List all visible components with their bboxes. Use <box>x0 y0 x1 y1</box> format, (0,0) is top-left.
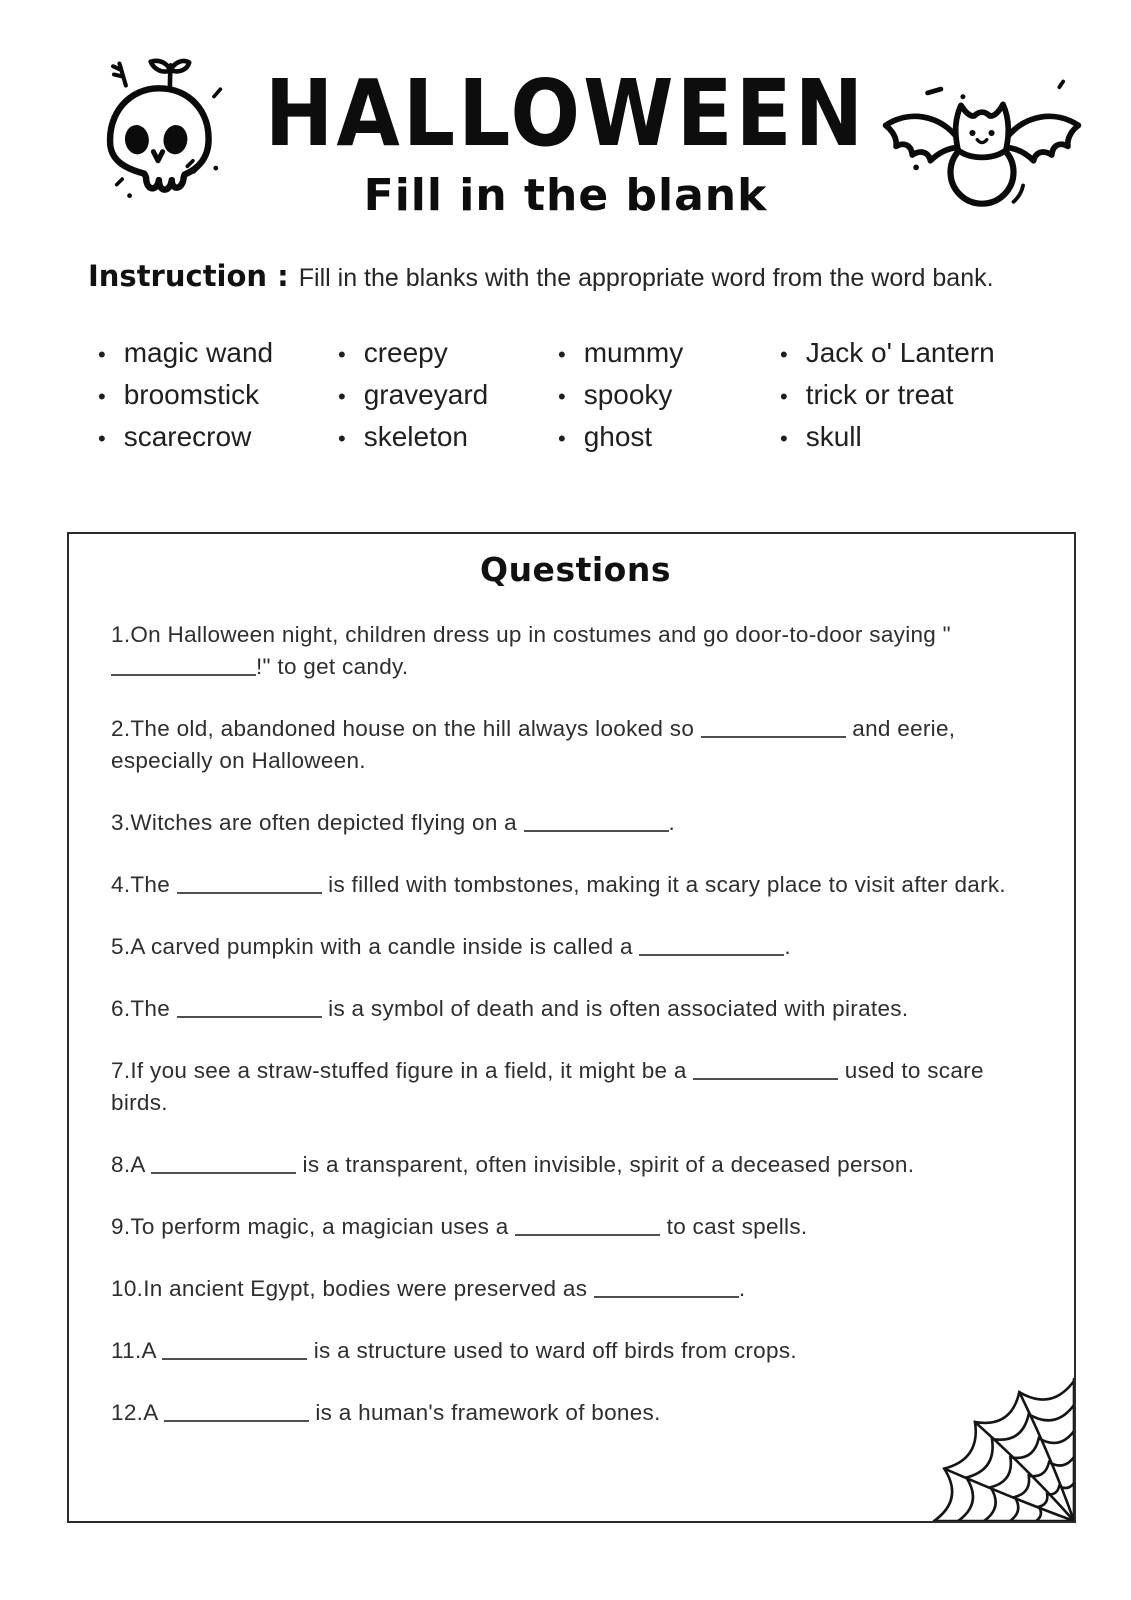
page-subtitle: Fill in the blank <box>363 170 768 222</box>
question-text: is filled with tombstones, making it a scary place to visit after dark. <box>321 872 1006 897</box>
bullet-icon: • <box>98 426 106 452</box>
question-12 <box>111 1397 1040 1429</box>
questions-title: Questions <box>480 550 671 589</box>
question-text: used to scare birds. <box>111 1058 984 1115</box>
word-bank-item <box>780 375 995 417</box>
word-bank-item <box>558 417 780 459</box>
bullet-icon: • <box>780 342 788 368</box>
question-3 <box>111 807 1040 839</box>
answer-blank <box>151 1156 296 1174</box>
bullet-icon: • <box>780 384 788 410</box>
question-text: . <box>668 810 676 835</box>
word-bank-item <box>780 417 995 459</box>
question-text: . <box>784 934 791 959</box>
answer-blank <box>164 1404 309 1422</box>
question-text: A <box>143 1400 164 1425</box>
bullet-icon: • <box>98 384 106 410</box>
word-bank-word: spooky <box>583 379 673 411</box>
word-bank-item <box>558 333 780 375</box>
question-text: If you see a straw-stuffed figure in a field, it might be a <box>130 1058 694 1083</box>
answer-blank <box>177 876 322 894</box>
question-number: 7. <box>111 1058 131 1083</box>
word-bank-column-2 <box>338 333 558 459</box>
answer-blank <box>639 938 784 956</box>
question-number: 4. <box>111 872 131 897</box>
word-bank-word: skull <box>805 421 862 453</box>
question-text: is a symbol of death and is often associated with pirates. <box>321 996 909 1021</box>
question-5 <box>111 931 1040 963</box>
word-bank-item <box>98 375 338 417</box>
question-number: 10. <box>111 1276 144 1301</box>
question-6 <box>111 993 1040 1025</box>
question-number: 9. <box>111 1214 131 1239</box>
word-bank-word: ghost <box>583 421 653 453</box>
word-bank-word: graveyard <box>363 379 489 411</box>
bullet-icon: • <box>558 384 566 410</box>
bullet-icon: • <box>558 426 566 452</box>
word-bank-word: creepy <box>363 337 448 369</box>
answer-blank <box>693 1062 838 1080</box>
spider-web-icon <box>924 1371 1074 1521</box>
page-title: HALLOWEEN <box>264 61 867 168</box>
question-text: The <box>130 996 177 1021</box>
word-bank-word: trick or treat <box>805 379 954 411</box>
question-text: and eerie, especially on Halloween. <box>111 716 956 773</box>
word-bank-word: Jack o' Lantern <box>805 337 995 369</box>
question-number: 11. <box>111 1338 142 1363</box>
question-11 <box>111 1335 1040 1367</box>
word-bank-item <box>558 375 780 417</box>
word-bank-item <box>98 333 338 375</box>
word-bank-word: skeleton <box>363 421 468 453</box>
question-number: 2. <box>111 716 131 741</box>
word-bank-column-4 <box>780 333 995 459</box>
instruction-label: Instruction : <box>88 259 289 294</box>
question-number: 5. <box>111 934 131 959</box>
question-10 <box>111 1273 1040 1305</box>
word-bank-word: scarecrow <box>123 421 252 453</box>
bullet-icon: • <box>558 342 566 368</box>
question-text: is a transparent, often invisible, spirit of a deceased person. <box>296 1152 915 1177</box>
bullet-icon: • <box>98 342 106 368</box>
question-text: !" to get candy. <box>256 654 409 679</box>
bullet-icon: • <box>338 384 346 410</box>
answer-blank <box>515 1218 660 1236</box>
word-bank-item <box>338 375 558 417</box>
question-7 <box>111 1055 1040 1119</box>
questions-box <box>67 532 1076 1523</box>
question-text: A <box>130 1152 151 1177</box>
word-bank-word: broomstick <box>123 379 260 411</box>
question-text: to cast spells. <box>660 1214 808 1239</box>
word-bank-item <box>780 333 995 375</box>
word-bank-item <box>338 333 558 375</box>
answer-blank <box>594 1280 739 1298</box>
question-number: 1. <box>111 622 131 647</box>
bullet-icon: • <box>780 426 788 452</box>
question-4 <box>111 869 1040 901</box>
question-9 <box>111 1211 1040 1243</box>
word-bank <box>98 333 1131 459</box>
question-text: To perform magic, a magician uses a <box>130 1214 516 1239</box>
question-text: The old, abandoned house on the hill always looked so <box>130 716 701 741</box>
answer-blank <box>524 814 669 832</box>
word-bank-column-3 <box>558 333 780 459</box>
answer-blank <box>111 658 256 676</box>
answer-blank <box>177 1000 322 1018</box>
question-number: 6. <box>111 996 131 1021</box>
question-number: 3. <box>111 810 131 835</box>
question-text: On Halloween night, children dress up in costumes and go door-to-door saying " <box>130 622 951 647</box>
question-text: is a structure used to ward off birds from crops. <box>307 1338 797 1363</box>
word-bank-word: mummy <box>583 337 684 369</box>
question-text: is a human's framework of bones. <box>308 1400 661 1425</box>
instruction-text: Fill in the blanks with the appropriate word from the word bank. <box>298 264 994 293</box>
question-number: 12. <box>111 1400 144 1425</box>
instruction-row <box>88 259 1091 293</box>
question-text: A carved pumpkin with a candle inside is called a <box>130 934 640 959</box>
question-8 <box>111 1149 1040 1181</box>
word-bank-word: magic wand <box>123 337 274 369</box>
word-bank-column-1 <box>98 333 338 459</box>
question-2 <box>111 713 1040 777</box>
bullet-icon: • <box>338 342 346 368</box>
question-text: . <box>738 1276 746 1301</box>
header <box>0 0 1131 221</box>
question-text: In ancient Egypt, bodies were preserved as <box>143 1276 594 1301</box>
question-text: A <box>141 1338 163 1363</box>
word-bank-item <box>338 417 558 459</box>
answer-blank <box>701 720 846 738</box>
answer-blank <box>162 1342 307 1360</box>
question-text: The <box>130 872 177 897</box>
word-bank-item <box>98 417 338 459</box>
bullet-icon: • <box>338 426 346 452</box>
question-1 <box>111 619 1040 683</box>
question-number: 8. <box>111 1152 131 1177</box>
question-text: Witches are often depicted flying on a <box>130 810 524 835</box>
